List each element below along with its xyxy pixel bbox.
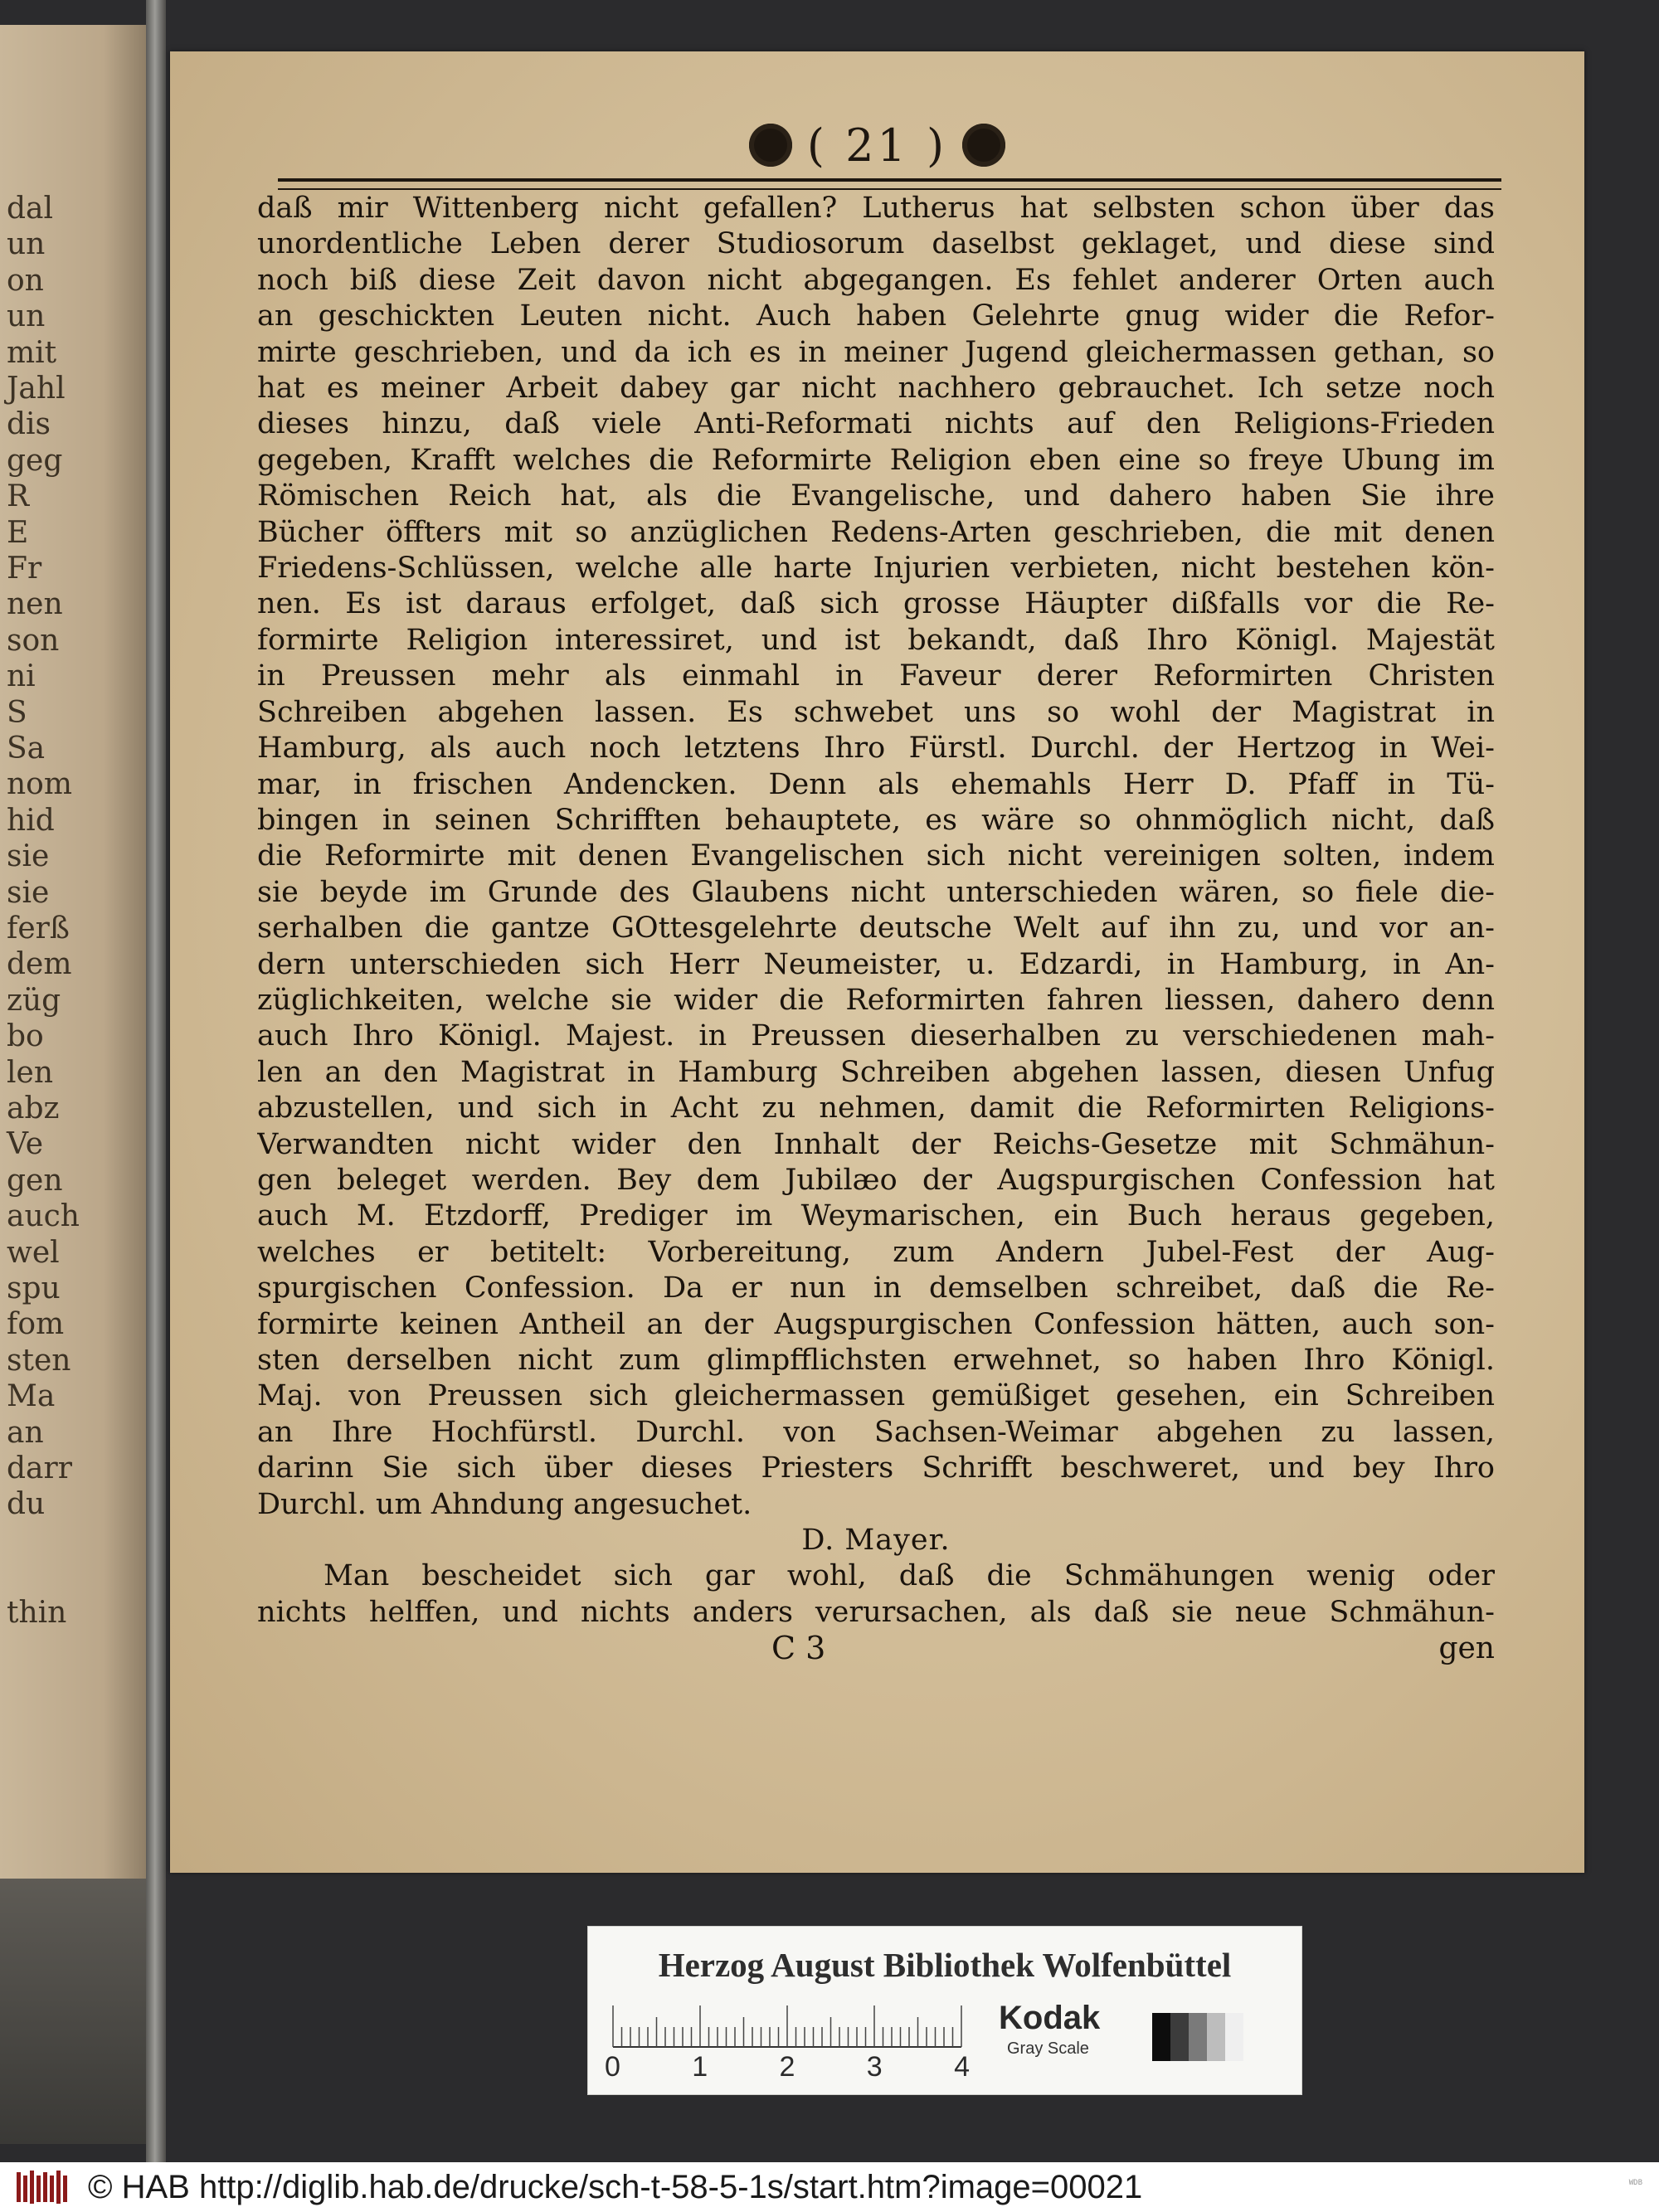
text-line: Man bescheidet sich gar wohl, daß die Schmähungen wenig oder (324, 1559, 1495, 1593)
text-line: gegeben, Krafft welches die Reformirte Religion eben eine so freye Ubung im (257, 443, 1495, 477)
text-line: daß mir Wittenberg nicht gefallen? Lutherus hat selbsten schon über das (257, 192, 1495, 225)
left-page-fragment: bo (7, 1019, 44, 1054)
text-line: nen. Es ist daraus erfolget, daß sich grosse Häupter dißfalls vor die Re- (257, 587, 1495, 621)
text-line: nichts helffen, und nichts anders verursachen, als daß sie neue Schmähun- (257, 1595, 1495, 1629)
left-page-fragment: nom (7, 767, 72, 802)
ruler-icon (605, 2001, 970, 2051)
left-page-fragment: son (7, 623, 60, 658)
left-page-fragment: an (7, 1415, 44, 1450)
text-line: noch biß diese Zeit davon nicht abgegangen. Es fehlet anderer Orten auch (257, 263, 1495, 297)
text-line: in Preussen mehr als einmahl in Faveur derer Reformirten Christen (257, 659, 1495, 693)
left-page-fragment: sie (7, 839, 50, 874)
institution-name: Herzog August Bibliothek Wolfenbüttel (658, 1946, 1232, 1984)
credit-tiny-mark: WDB (1628, 2179, 1642, 2187)
text-line: unordentliche Leben derer Studiosorum daselbst geklaget, und diese sind (257, 227, 1495, 261)
left-page-fragment: dem (7, 947, 72, 982)
text-line: sie beyde im Grunde des Glaubens nicht unterschieden wären, so fiele die- (257, 875, 1495, 909)
text-line: Friedens-Schlüssen, welche alle harte Injurien verbieten, nicht bestehen kön- (257, 552, 1495, 586)
catchword: gen (1438, 1631, 1495, 1666)
ruler-numbers (605, 2051, 970, 2083)
signature-mark: C 3 (771, 1630, 826, 1667)
text-line: welches er betitelt: Vorbereitung, zum Andern Jubel-Fest der Aug- (257, 1235, 1495, 1269)
left-page-fragment: ferß (7, 912, 70, 946)
text-line: auch Ihro Königl. Majest. in Preussen dieserhalben zu verschiedenen mah- (257, 1019, 1495, 1053)
ruler-number: 0 (605, 2051, 620, 2083)
text-line: Römischen Reich hat, als die Evangelische, und dahero haben Sie ihre (257, 479, 1495, 513)
text-line: darinn Sie sich über dieses Priesters Schrifft beschweret, und bey Ihro (257, 1451, 1495, 1485)
ruler-number: 4 (954, 2051, 970, 2083)
left-page-fragment: geg (7, 443, 63, 478)
header-rule (278, 178, 1501, 190)
text-line: Durchl. um Ahndung angesuchet. (257, 1487, 752, 1521)
left-page-fragment: gen (7, 1163, 63, 1198)
left-page-fragment: dis (7, 407, 51, 442)
credit-url: © HAB http://diglib.hab.de/drucke/sch-t-58-5-1s/start.htm?image=00021 (88, 2168, 1143, 2205)
text-line: Hamburg, als auch noch letztens Ihro Fürstl. Durchl. der Hertzog in Wei- (257, 732, 1495, 766)
hab-logo-icon (15, 2169, 73, 2205)
text-line: an geschickten Leuten nicht. Auch haben Gelehrte gnug wider die Refor- (257, 299, 1495, 333)
speaker-heading: D. Mayer. (801, 1524, 951, 1558)
text-line: formirte keinen Antheil an der Augspurgischen Confession hätten, auch son- (257, 1307, 1495, 1341)
book-gutter (146, 0, 166, 2212)
text-line: auch M. Etzdorff, Prediger im Weymarischen, ein Buch heraus gegeben, (257, 1199, 1495, 1233)
text-line: Bücher öffters mit so anzüglichen Redens-Arten geschrieben, die mit denen (257, 515, 1495, 549)
page-text (257, 191, 1495, 1672)
text-line: abzustellen, und sich in Acht zu nehmen, damit die Reformirten Religions- (257, 1091, 1495, 1125)
left-page-fragment: mit (7, 335, 57, 370)
text-line: die Reformirte mit denen Evangelischen sich nicht vereinigen solten, indem (257, 839, 1495, 873)
text-line: sten derselben nicht zum glimpfflichsten erwehnet, so haben Ihro Königl. (257, 1344, 1495, 1377)
text-line: serhalben die gantze GOttesgelehrte deutsche Welt auf ihn zu, und vor an- (257, 912, 1495, 946)
text-line: Schreiben abgehen lassen. Es schwebet uns so wohl der Magistrat in (257, 695, 1495, 729)
gray-scale-swatches (1152, 2013, 1243, 2061)
left-facing-page (0, 25, 148, 1879)
left-page-fragment: E (7, 515, 29, 550)
ruler-number: 1 (692, 2051, 708, 2083)
left-page-fragment: ni (7, 659, 36, 694)
ruler-number: 3 (866, 2051, 883, 2083)
left-page-fragment: spu (7, 1271, 61, 1305)
library-label (587, 1926, 1302, 2095)
left-page-shadow (0, 1879, 146, 2144)
book-page (170, 51, 1584, 1873)
text-line: mirte geschrieben, und da ich es in meiner Jugend gleichermassen gethan, so (257, 335, 1495, 369)
page-header (170, 116, 1584, 174)
left-page-fragment: len (7, 1055, 54, 1090)
left-page-fragment: fom (7, 1307, 65, 1342)
left-page-fragment: sie (7, 875, 50, 910)
left-page-fragment: un (7, 227, 46, 262)
left-page-fragment: wel (7, 1235, 60, 1270)
ornament-left-icon (749, 124, 792, 167)
left-page-fragment: thin (7, 1595, 67, 1630)
text-line: Verwandten nicht wider den Innhalt der Reichs-Gesetze mit Schmähun- (257, 1127, 1495, 1161)
left-page-fragment: Sa (7, 732, 46, 766)
left-page-fragment: du (7, 1487, 46, 1522)
left-page-fragment: nen (7, 587, 63, 622)
left-page-fragment: S (7, 695, 27, 730)
page-footer (257, 1631, 1495, 1672)
text-line: dern unterschieden sich Herr Neumeister, u. Edzardi, in Hamburg, in An- (257, 947, 1495, 981)
left-page-fragment: darr (7, 1451, 72, 1485)
left-page-fragment: sten (7, 1343, 71, 1378)
text-line: hat es meiner Arbeit dabey gar nicht nachhero gebrauchet. Ich setze noch (257, 372, 1495, 406)
ornament-right-icon (962, 124, 1005, 167)
gray-scale-label: Gray Scale (1007, 2039, 1089, 2058)
left-page-fragment: on (7, 263, 44, 298)
credits-bar (0, 2162, 1659, 2212)
left-page-fragment: R (7, 479, 30, 514)
text-line: an Ihre Hochfürstl. Durchl. von Sachsen-Weimar abgehen zu lassen, (257, 1415, 1495, 1449)
text-line: formirte Religion interessiret, und ist bekandt, daß Ihro Königl. Majestät (257, 623, 1495, 657)
text-line: züglichkeiten, welche sie wider die Reformirten fahren liessen, dahero denn (257, 983, 1495, 1017)
left-page-fragment: auch (7, 1199, 80, 1234)
left-page-fragment: Jahl (7, 372, 66, 406)
left-page-fragment: dal (7, 192, 54, 226)
ruler-number: 2 (779, 2051, 795, 2083)
text-line: gen beleget werden. Bey dem Jubilæo der Augspurgischen Confession hat (257, 1163, 1495, 1197)
text-line: Maj. von Preussen sich gleichermassen gemüßiget gesehen, ein Schreiben (257, 1379, 1495, 1413)
left-page-fragment: züg (7, 983, 61, 1018)
left-page-fragment: Fr (7, 552, 42, 586)
text-line: spurgischen Confession. Da er nun in demselben schreibet, daß die Re- (257, 1271, 1495, 1305)
left-page-fragment: un (7, 299, 46, 334)
left-page-fragment: abz (7, 1091, 60, 1125)
text-line: mar, in frischen Andencken. Denn als ehemahls Herr D. Pfaff in Tü- (257, 767, 1495, 801)
text-line: dieses hinzu, daß viele Anti-Reformati nichts auf den Religions-Frieden (257, 407, 1495, 441)
left-page-fragment: hid (7, 803, 55, 838)
text-line: len an den Magistrat in Hamburg Schreiben abgehen lassen, diesen Unfug (257, 1055, 1495, 1089)
kodak-brand: Kodak (999, 2000, 1101, 2036)
left-page-fragment: Ma (7, 1379, 56, 1414)
page-number: ( 21 ) (806, 119, 948, 172)
left-page-fragment: Ve (7, 1127, 43, 1162)
text-line: bingen in seinen Schrifften behauptete, es wäre so ohnmöglich nicht, daß (257, 803, 1495, 837)
